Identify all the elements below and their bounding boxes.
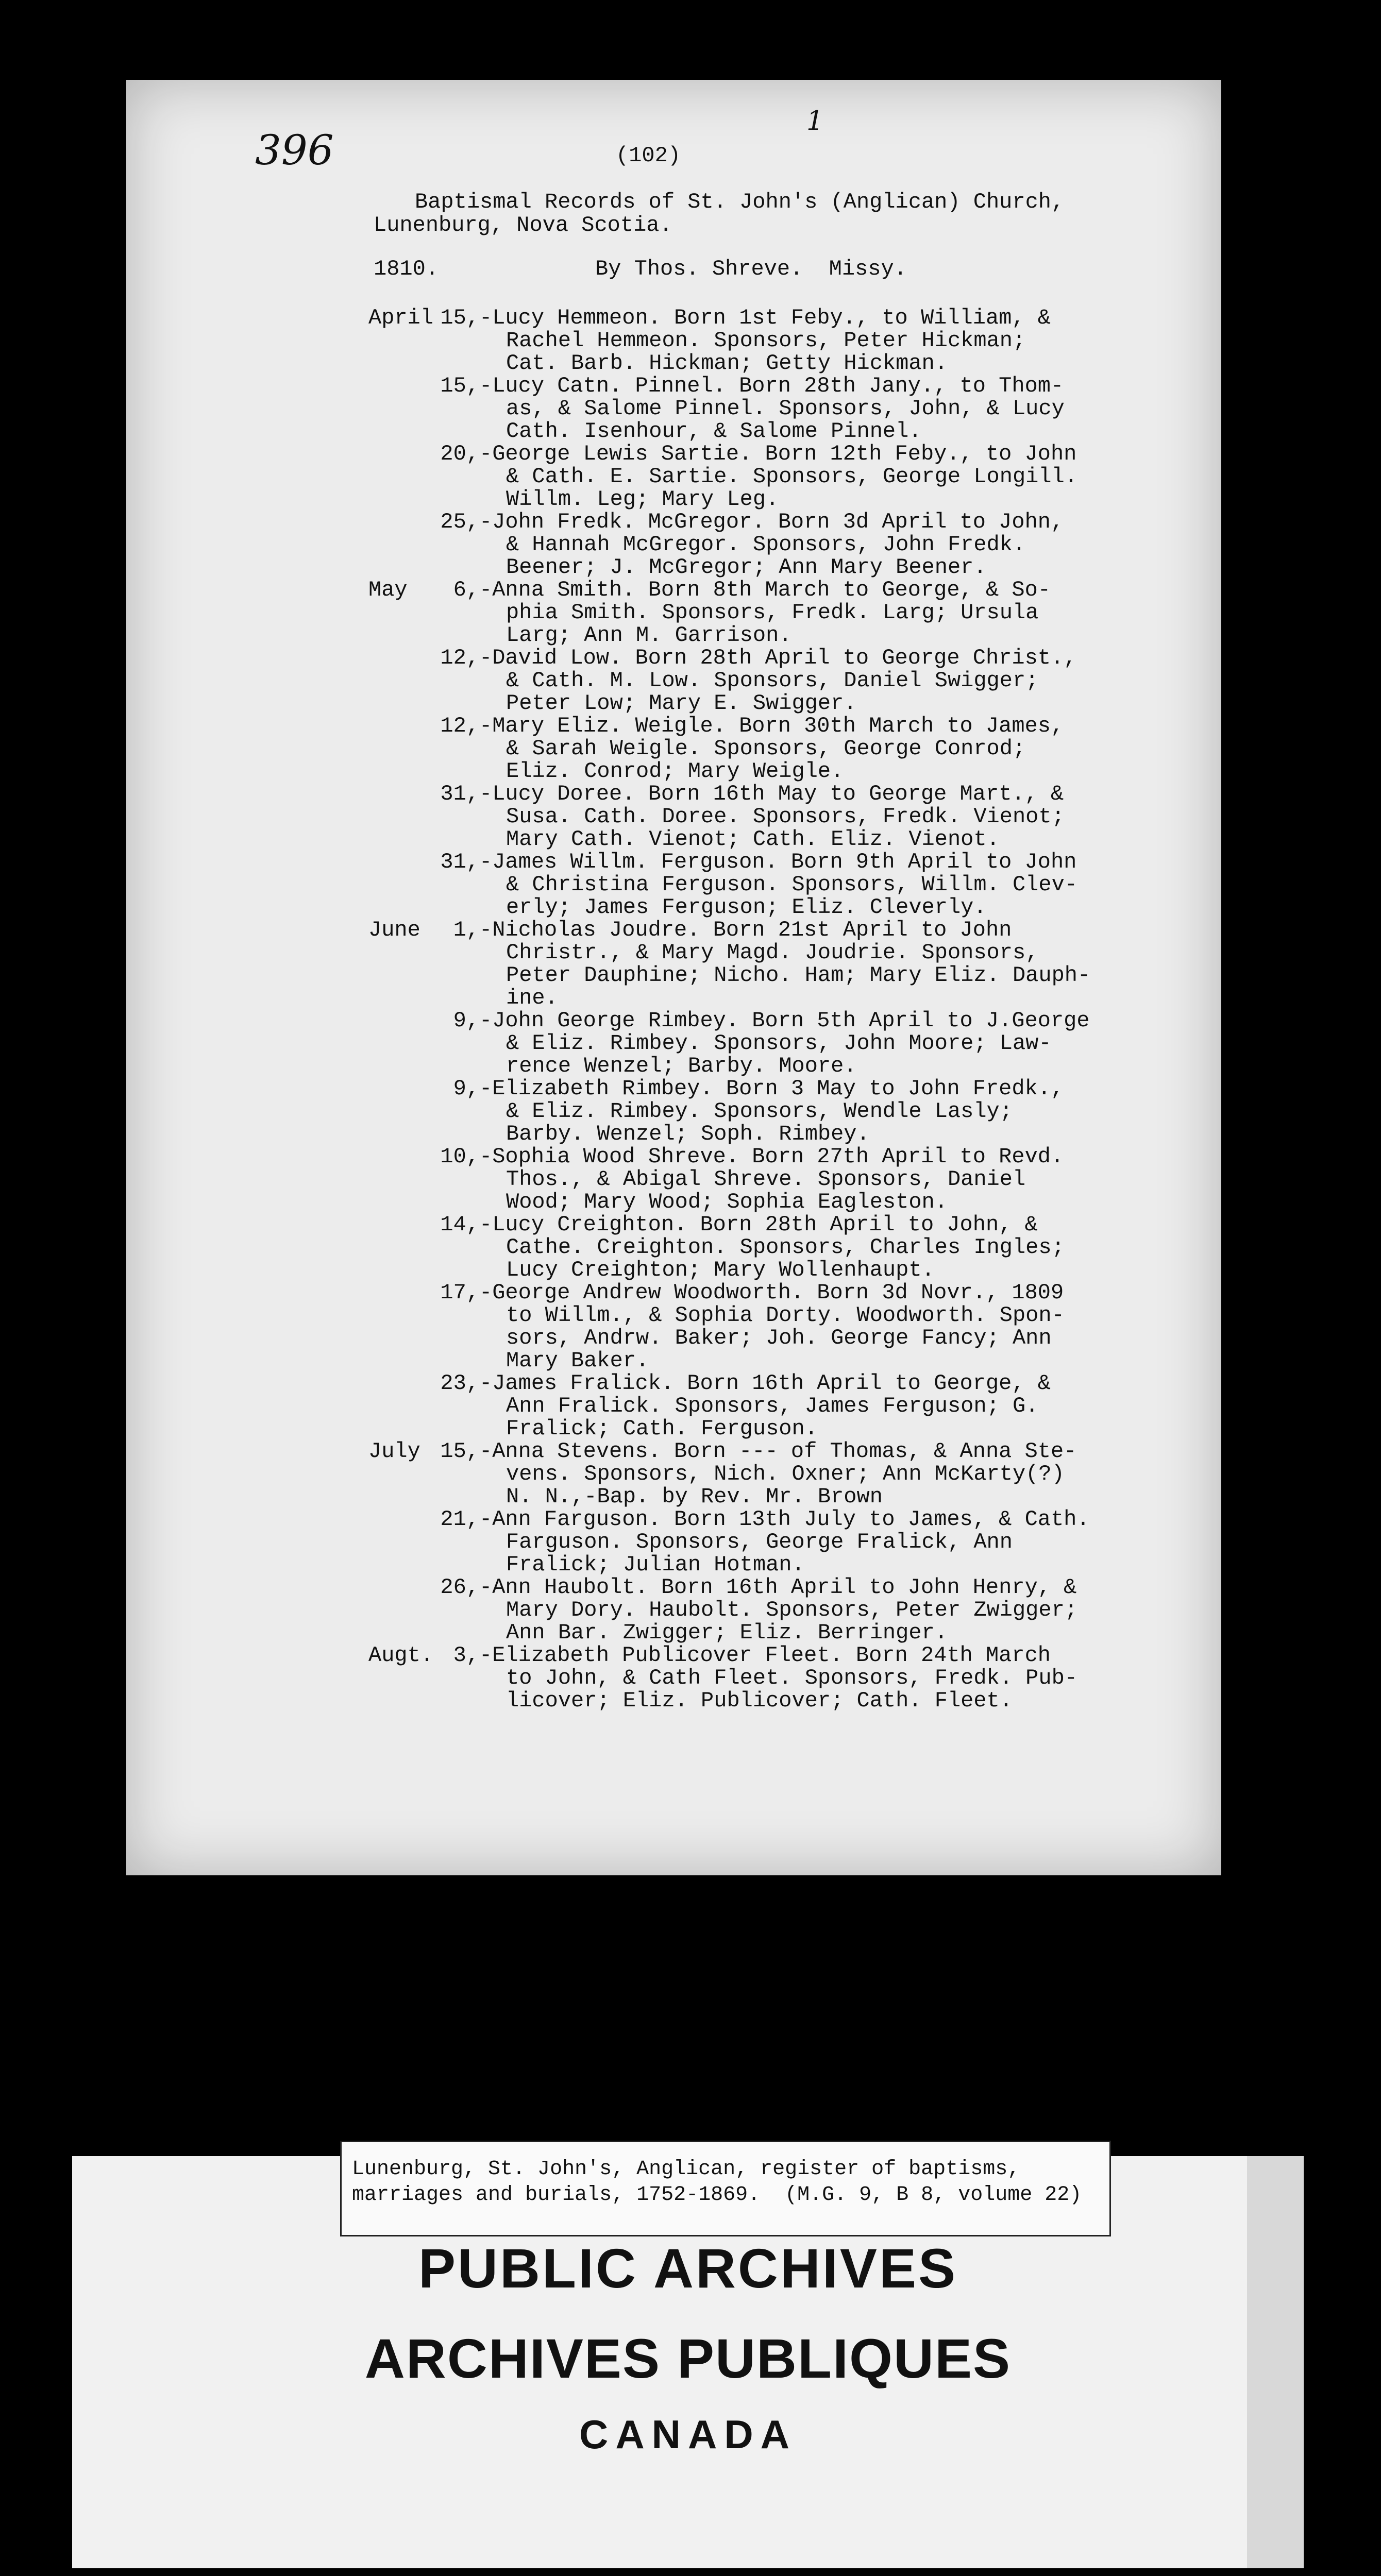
entry-line: -Lucy Hemmeon. Born 1st Feby., to William, & — [479, 306, 1051, 330]
entry-line: -Elizabeth Publicover Fleet. Born 24th March — [479, 1643, 1051, 1668]
entry-line: & Cath. E. Sartie. Sponsors, George Longill. — [506, 464, 1077, 489]
archives-country: CANADA — [579, 2412, 797, 2457]
entry-line: & Cath. M. Low. Sponsors, Daniel Swigger; — [506, 668, 1039, 693]
entry-day: 6, — [453, 578, 479, 602]
entry-month: Augt. — [368, 1643, 434, 1668]
entry-day: 15, — [440, 1439, 479, 1464]
entry-text — [479, 1145, 1221, 1213]
entry-text — [479, 647, 1221, 715]
entry-line: Wood; Mary Wood; Sophia Eagleston. — [506, 1190, 948, 1214]
baptism-entry — [368, 307, 1214, 375]
handwritten-page-number: 396 — [255, 126, 334, 174]
entry-day: 26, — [440, 1575, 479, 1600]
entry-day: 12, — [440, 646, 479, 670]
entry-text — [479, 851, 1221, 919]
entry-text — [479, 443, 1221, 511]
entry-line: Cath. Isenhour, & Salome Pinnel. — [506, 419, 922, 444]
entry-day: 23, — [440, 1371, 479, 1396]
entry-line: Peter Low; Mary E. Swigger. — [506, 691, 857, 716]
entry-line: -Anna Stevens. Born --- of Thomas, & Anna Ste- — [479, 1439, 1077, 1464]
entry-line: rence Wenzel; Barby. Moore. — [506, 1054, 857, 1078]
entry-line: Larg; Ann M. Garrison. — [506, 623, 792, 648]
entry-line: & Hannah McGregor. Sponsors, John Fredk. — [506, 532, 1026, 557]
entry-line: -Sophia Wood Shreve. Born 27th April to Revd. — [479, 1144, 1064, 1169]
entry-line: Beener; J. McGregor; Ann Mary Beener. — [506, 555, 987, 580]
entry-line: -George Lewis Sartie. Born 12th Feby., to John — [479, 442, 1077, 466]
record-title-line2: Lunenburg, Nova Scotia. — [374, 213, 672, 238]
entry-day: 1, — [453, 918, 479, 942]
baptism-entry — [368, 919, 1214, 1009]
entry-line: licover; Eliz. Publicover; Cath. Fleet. — [506, 1688, 1013, 1713]
baptism-entry — [368, 511, 1214, 579]
baptism-entry — [368, 1644, 1214, 1712]
baptism-entry — [368, 579, 1214, 647]
entry-day: 12, — [440, 714, 479, 738]
entry-line: -James Willm. Ferguson. Born 9th April to John — [479, 850, 1077, 874]
baptism-entry — [368, 1077, 1214, 1145]
entry-line: & Eliz. Rimbey. Sponsors, Wendle Lasly; — [506, 1099, 1013, 1124]
entry-line: -Anna Smith. Born 8th March to George, & So- — [479, 578, 1051, 602]
entry-text — [479, 783, 1221, 851]
entry-text — [479, 579, 1221, 647]
entry-line: Lucy Creighton; Mary Wollenhaupt. — [506, 1258, 935, 1282]
entry-month: May — [368, 578, 408, 602]
entry-text — [479, 1077, 1221, 1145]
entry-line: phia Smith. Sponsors, Fredk. Larg; Ursula — [506, 600, 1039, 625]
baptism-entry — [368, 1281, 1214, 1372]
handwritten-folio-mark: 1 — [806, 106, 824, 137]
entry-text — [479, 307, 1221, 375]
entry-line: -James Fralick. Born 16th April to George, & — [479, 1371, 1051, 1396]
entry-day: 10, — [440, 1144, 479, 1169]
entry-line: -John George Rimbey. Born 5th April to J.George — [479, 1008, 1090, 1033]
entry-day: 15, — [440, 306, 479, 330]
baptism-entry — [368, 443, 1214, 511]
baptism-entry — [368, 1009, 1214, 1077]
document-page — [126, 80, 1221, 1875]
entry-line: -Ann Haubolt. Born 16th April to John Henry, & — [479, 1575, 1077, 1600]
label-card-right-edge — [1247, 2156, 1304, 2568]
entry-text — [479, 1009, 1221, 1077]
entry-line: -Lucy Creighton. Born 28th April to John, & — [479, 1212, 1038, 1237]
entry-day: 31, — [440, 782, 479, 806]
entry-line: Peter Dauphine; Nicho. Ham; Mary Eliz. Dauph- — [506, 963, 1091, 988]
entry-month: June — [368, 918, 420, 942]
baptism-entry — [368, 851, 1214, 919]
entry-line: -Lucy Catn. Pinnel. Born 28th Jany., to Thom- — [479, 374, 1064, 398]
entry-line: ine. — [506, 986, 558, 1010]
entry-day: 25, — [440, 510, 479, 534]
entry-line: Mary Cath. Vienot; Cath. Eliz. Vienot. — [506, 827, 1000, 852]
baptism-entry — [368, 783, 1214, 851]
baptism-entry — [368, 375, 1214, 443]
entry-line: -Lucy Doree. Born 16th May to George Mart., & — [479, 782, 1064, 806]
archives-label-card — [72, 2156, 1304, 2568]
entry-line: Fralick; Julian Hotman. — [506, 1552, 805, 1577]
entry-line: -Nicholas Joudre. Born 21st April to John — [479, 918, 1012, 942]
archives-name-french: ARCHIVES PUBLIQUES — [364, 2327, 1012, 2389]
page-text — [126, 80, 1221, 1875]
entry-text — [479, 1281, 1221, 1372]
catalog-slip-line2: marriages and burials, 1752-1869. (M.G. 9, B 8, volume 22) — [352, 2183, 1082, 2207]
entry-line: Christr., & Mary Magd. Joudrie. Sponsors, — [506, 940, 1039, 965]
entry-line: -Elizabeth Rimbey. Born 3 May to John Fredk., — [479, 1076, 1064, 1101]
entry-line: to John, & Cath Fleet. Sponsors, Fredk. Pub- — [506, 1666, 1077, 1690]
catalog-slip — [340, 2141, 1111, 2236]
entry-line: vens. Sponsors, Nich. Oxner; Ann McKarty(?) — [506, 1462, 1065, 1486]
entry-text — [479, 919, 1221, 1009]
entry-text — [479, 1440, 1221, 1508]
baptism-entry — [368, 1440, 1214, 1508]
entry-text — [479, 1644, 1221, 1712]
entry-text — [479, 511, 1221, 579]
entry-line: as, & Salome Pinnel. Sponsors, John, & Lucy — [506, 396, 1065, 421]
entry-line: Fralick; Cath. Ferguson. — [506, 1416, 818, 1441]
catalog-slip-line1: Lunenburg, St. John's, Anglican, register of baptisms, — [352, 2158, 1020, 2181]
baptism-entry — [368, 1508, 1214, 1576]
entry-text — [479, 715, 1221, 783]
baptism-entry — [368, 1213, 1214, 1281]
entry-line: Ann Fralick. Sponsors, James Ferguson; G. — [506, 1394, 1039, 1418]
baptism-entry — [368, 1145, 1214, 1213]
baptism-entry — [368, 715, 1214, 783]
entry-line: Mary Baker. — [506, 1348, 649, 1373]
baptism-entry — [368, 647, 1214, 715]
entry-line: -John Fredk. McGregor. Born 3d April to John, — [479, 510, 1064, 534]
baptism-entry — [368, 1576, 1214, 1644]
record-year: 1810. — [374, 257, 439, 281]
entry-month: April — [368, 306, 434, 330]
entry-line: Barby. Wenzel; Soph. Rimbey. — [506, 1122, 870, 1146]
entry-text — [479, 375, 1221, 443]
entry-line: & Sarah Weigle. Sponsors, George Conrod; — [506, 736, 1026, 761]
entry-line: -George Andrew Woodworth. Born 3d Novr., 1809 — [479, 1280, 1064, 1305]
page-reference: (102) — [616, 143, 681, 168]
entry-line: N. N.,-Bap. by Rev. Mr. Brown — [506, 1484, 883, 1509]
entry-day: 9, — [453, 1076, 479, 1101]
entry-month: July — [368, 1439, 420, 1464]
entry-day: 31, — [440, 850, 479, 874]
record-officiant: By Thos. Shreve. Missy. — [595, 257, 907, 281]
entry-line: to Willm., & Sophia Dorty. Woodworth. Spon- — [506, 1303, 1065, 1328]
entry-line: Mary Dory. Haubolt. Sponsors, Peter Zwigger; — [506, 1598, 1077, 1622]
entry-text — [479, 1213, 1221, 1281]
entry-line: Rachel Hemmeon. Sponsors, Peter Hickman; — [506, 328, 1026, 353]
entry-day: 17, — [440, 1280, 479, 1305]
entry-line: Cat. Barb. Hickman; Getty Hickman. — [506, 351, 948, 376]
entry-line: Susa. Cath. Doree. Sponsors, Fredk. Vienot; — [506, 804, 1065, 829]
entry-line: Thos., & Abigal Shreve. Sponsors, Daniel — [506, 1167, 1026, 1192]
entry-line: Eliz. Conrod; Mary Weigle. — [506, 759, 844, 784]
entry-day: 20, — [440, 442, 479, 466]
archives-name-english: PUBLIC ARCHIVES — [418, 2237, 958, 2299]
entry-day: 14, — [440, 1212, 479, 1237]
record-title-line1: Baptismal Records of St. John's (Anglican) Church, — [415, 190, 1065, 214]
entry-line: Willm. Leg; Mary Leg. — [506, 487, 779, 512]
baptism-entry — [368, 1372, 1214, 1440]
entry-day: 15, — [440, 374, 479, 398]
entry-day: 3, — [453, 1643, 479, 1668]
entry-text — [479, 1576, 1221, 1644]
entry-line: Cathe. Creighton. Sponsors, Charles Ingles; — [506, 1235, 1065, 1260]
entry-line: erly; James Ferguson; Eliz. Cleverly. — [506, 895, 987, 920]
entry-line: & Eliz. Rimbey. Sponsors, John Moore; Law- — [506, 1031, 1052, 1056]
entry-day: 21, — [440, 1507, 479, 1532]
entry-day: 9, — [453, 1008, 479, 1033]
entry-line: Farguson. Sponsors, George Fralick, Ann — [506, 1530, 1013, 1554]
entry-line: -Ann Farguson. Born 13th July to James, & Cath. — [479, 1507, 1090, 1532]
entry-line: Ann Bar. Zwigger; Eliz. Berringer. — [506, 1620, 948, 1645]
entry-line: sors, Andrw. Baker; Joh. George Fancy; Ann — [506, 1326, 1052, 1350]
entry-text — [479, 1372, 1221, 1440]
entry-text — [479, 1508, 1221, 1576]
entry-line: & Christina Ferguson. Sponsors, Willm. Clev- — [506, 872, 1077, 897]
entry-line: -Mary Eliz. Weigle. Born 30th March to James, — [479, 714, 1064, 738]
entry-line: -David Low. Born 28th April to George Christ., — [479, 646, 1077, 670]
